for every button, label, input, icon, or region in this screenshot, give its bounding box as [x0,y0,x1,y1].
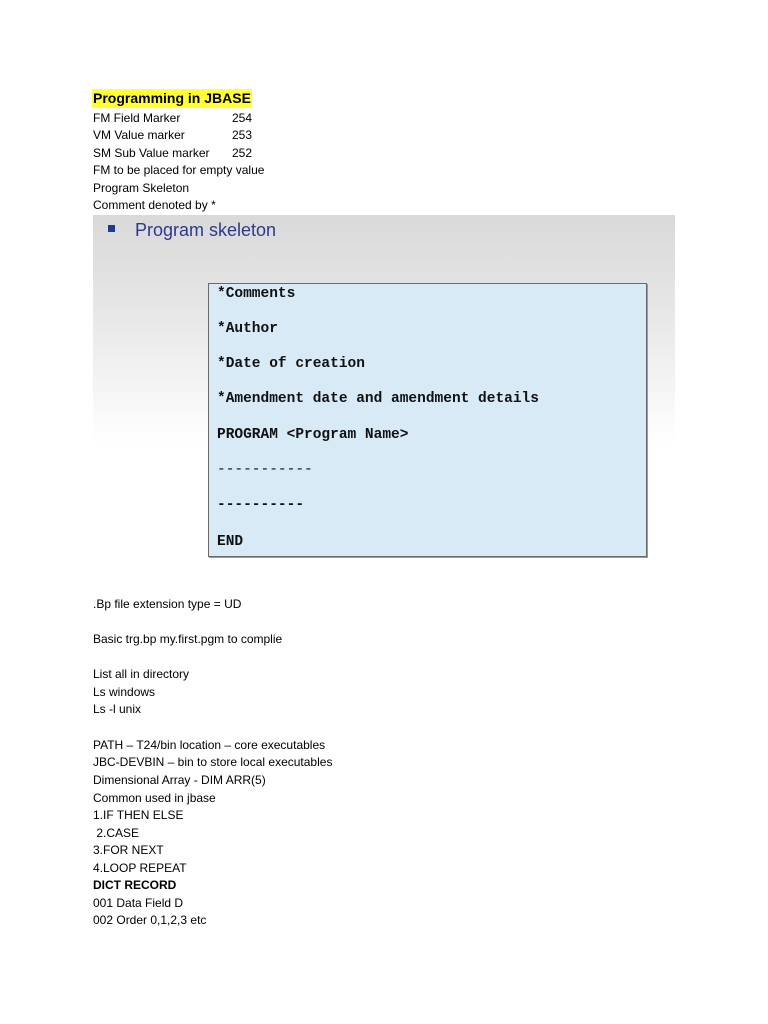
code-line: END [217,534,244,550]
dict-heading: DICT RECORD [93,878,177,892]
skeleton-label: Program Skeleton [93,181,190,195]
common-item: 3.FOR NEXT [93,843,164,857]
fm-note: FM to be placed for empty value [93,163,265,177]
note-jbc: JBC-DEVBIN – bin to store local executables [93,755,333,769]
page-title: Programming in JBASE [93,90,251,106]
marker-label: VM Value marker [93,128,185,142]
common-item: 4.LOOP REPEAT [93,861,187,875]
common-item: 2.CASE [93,826,140,840]
marker-value: 254 [232,111,253,125]
code-line: ---------- [217,497,305,513]
bullet-icon [108,225,115,232]
code-line: *Date of creation [217,356,365,372]
note-ls-windows: Ls windows [93,685,156,699]
note-bp-ext: .Bp file extension type = UD [93,597,242,611]
comment-note: Comment denoted by * [93,198,216,212]
code-line: PROGRAM <Program Name> [217,427,409,443]
note-ls-unix: Ls -l unix [93,702,142,716]
note-compile: Basic trg.bp my.first.pgm to complie [93,632,283,646]
note-common: Common used in jbase [93,791,216,805]
marker-value: 252 [232,146,253,160]
code-line: *Comments [217,286,296,302]
marker-sm [93,145,253,161]
common-item: 1.IF THEN ELSE [93,808,184,822]
code-line: *Author [217,321,278,337]
code-line: ----------- [217,462,313,478]
note-path: PATH – T24/bin location – core executables [93,738,326,752]
marker-value: 253 [232,128,253,142]
note-list-all: List all in directory [93,667,190,681]
marker-label: FM Field Marker [93,111,181,125]
dict-item: 001 Data Field D [93,896,184,910]
note-dim: Dimensional Array - DIM ARR(5) [93,773,266,787]
code-line: *Amendment date and amendment details [217,391,539,407]
dict-item: 002 Order 0,1,2,3 etc [93,913,207,927]
marker-label: SM Sub Value marker [93,146,210,160]
marker-fm [93,110,253,126]
marker-vm [93,127,253,143]
slide-heading: Program skeleton [135,220,277,240]
